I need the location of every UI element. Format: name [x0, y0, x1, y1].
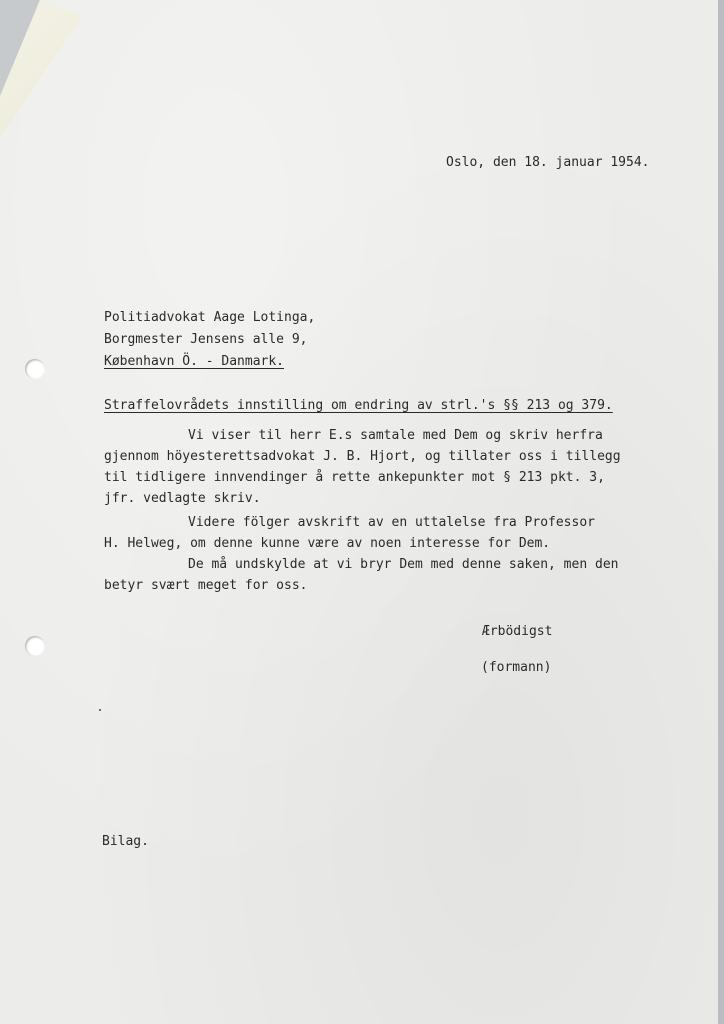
- body-line: jfr. vedlagte skriv.: [104, 491, 261, 506]
- closing-salutation: Ærbödigst: [482, 624, 553, 639]
- body-line: Vi viser til herr E.s samtale med Dem og skriv herfra: [188, 428, 603, 443]
- recipient-street: Borgmester Jensens alle 9,: [104, 332, 308, 347]
- punch-hole-icon: [25, 359, 45, 379]
- body-line: gjennom höyesterettsadvokat J. B. Hjort, og tillater oss i tillegg: [104, 449, 621, 464]
- ink-speck: [99, 709, 101, 711]
- letter-date: Oslo, den 18. januar 1954.: [446, 155, 650, 170]
- letter-subject: Straffelovrådets innstilling om endring av strl.'s §§ 213 og 379.: [104, 398, 613, 413]
- signature-title: (formann): [481, 660, 552, 675]
- recipient-name: Politiadvokat Aage Lotinga,: [104, 310, 316, 325]
- body-line: til tidligere innvendinger å rette ankepunkter mot § 213 pkt. 3,: [104, 470, 605, 485]
- enclosure-note: Bilag.: [102, 834, 149, 849]
- body-line: De må undskylde at vi bryr Dem med denne saken, men den: [188, 557, 619, 572]
- punch-hole-icon: [25, 636, 45, 656]
- body-line: H. Helweg, om denne kunne være av noen interesse for Dem.: [104, 536, 551, 551]
- body-line: Videre fölger avskrift av en uttalelse fra Professor: [188, 515, 595, 530]
- body-line: betyr svært meget for oss.: [104, 578, 308, 593]
- recipient-city: København Ö. - Danmark.: [104, 354, 285, 369]
